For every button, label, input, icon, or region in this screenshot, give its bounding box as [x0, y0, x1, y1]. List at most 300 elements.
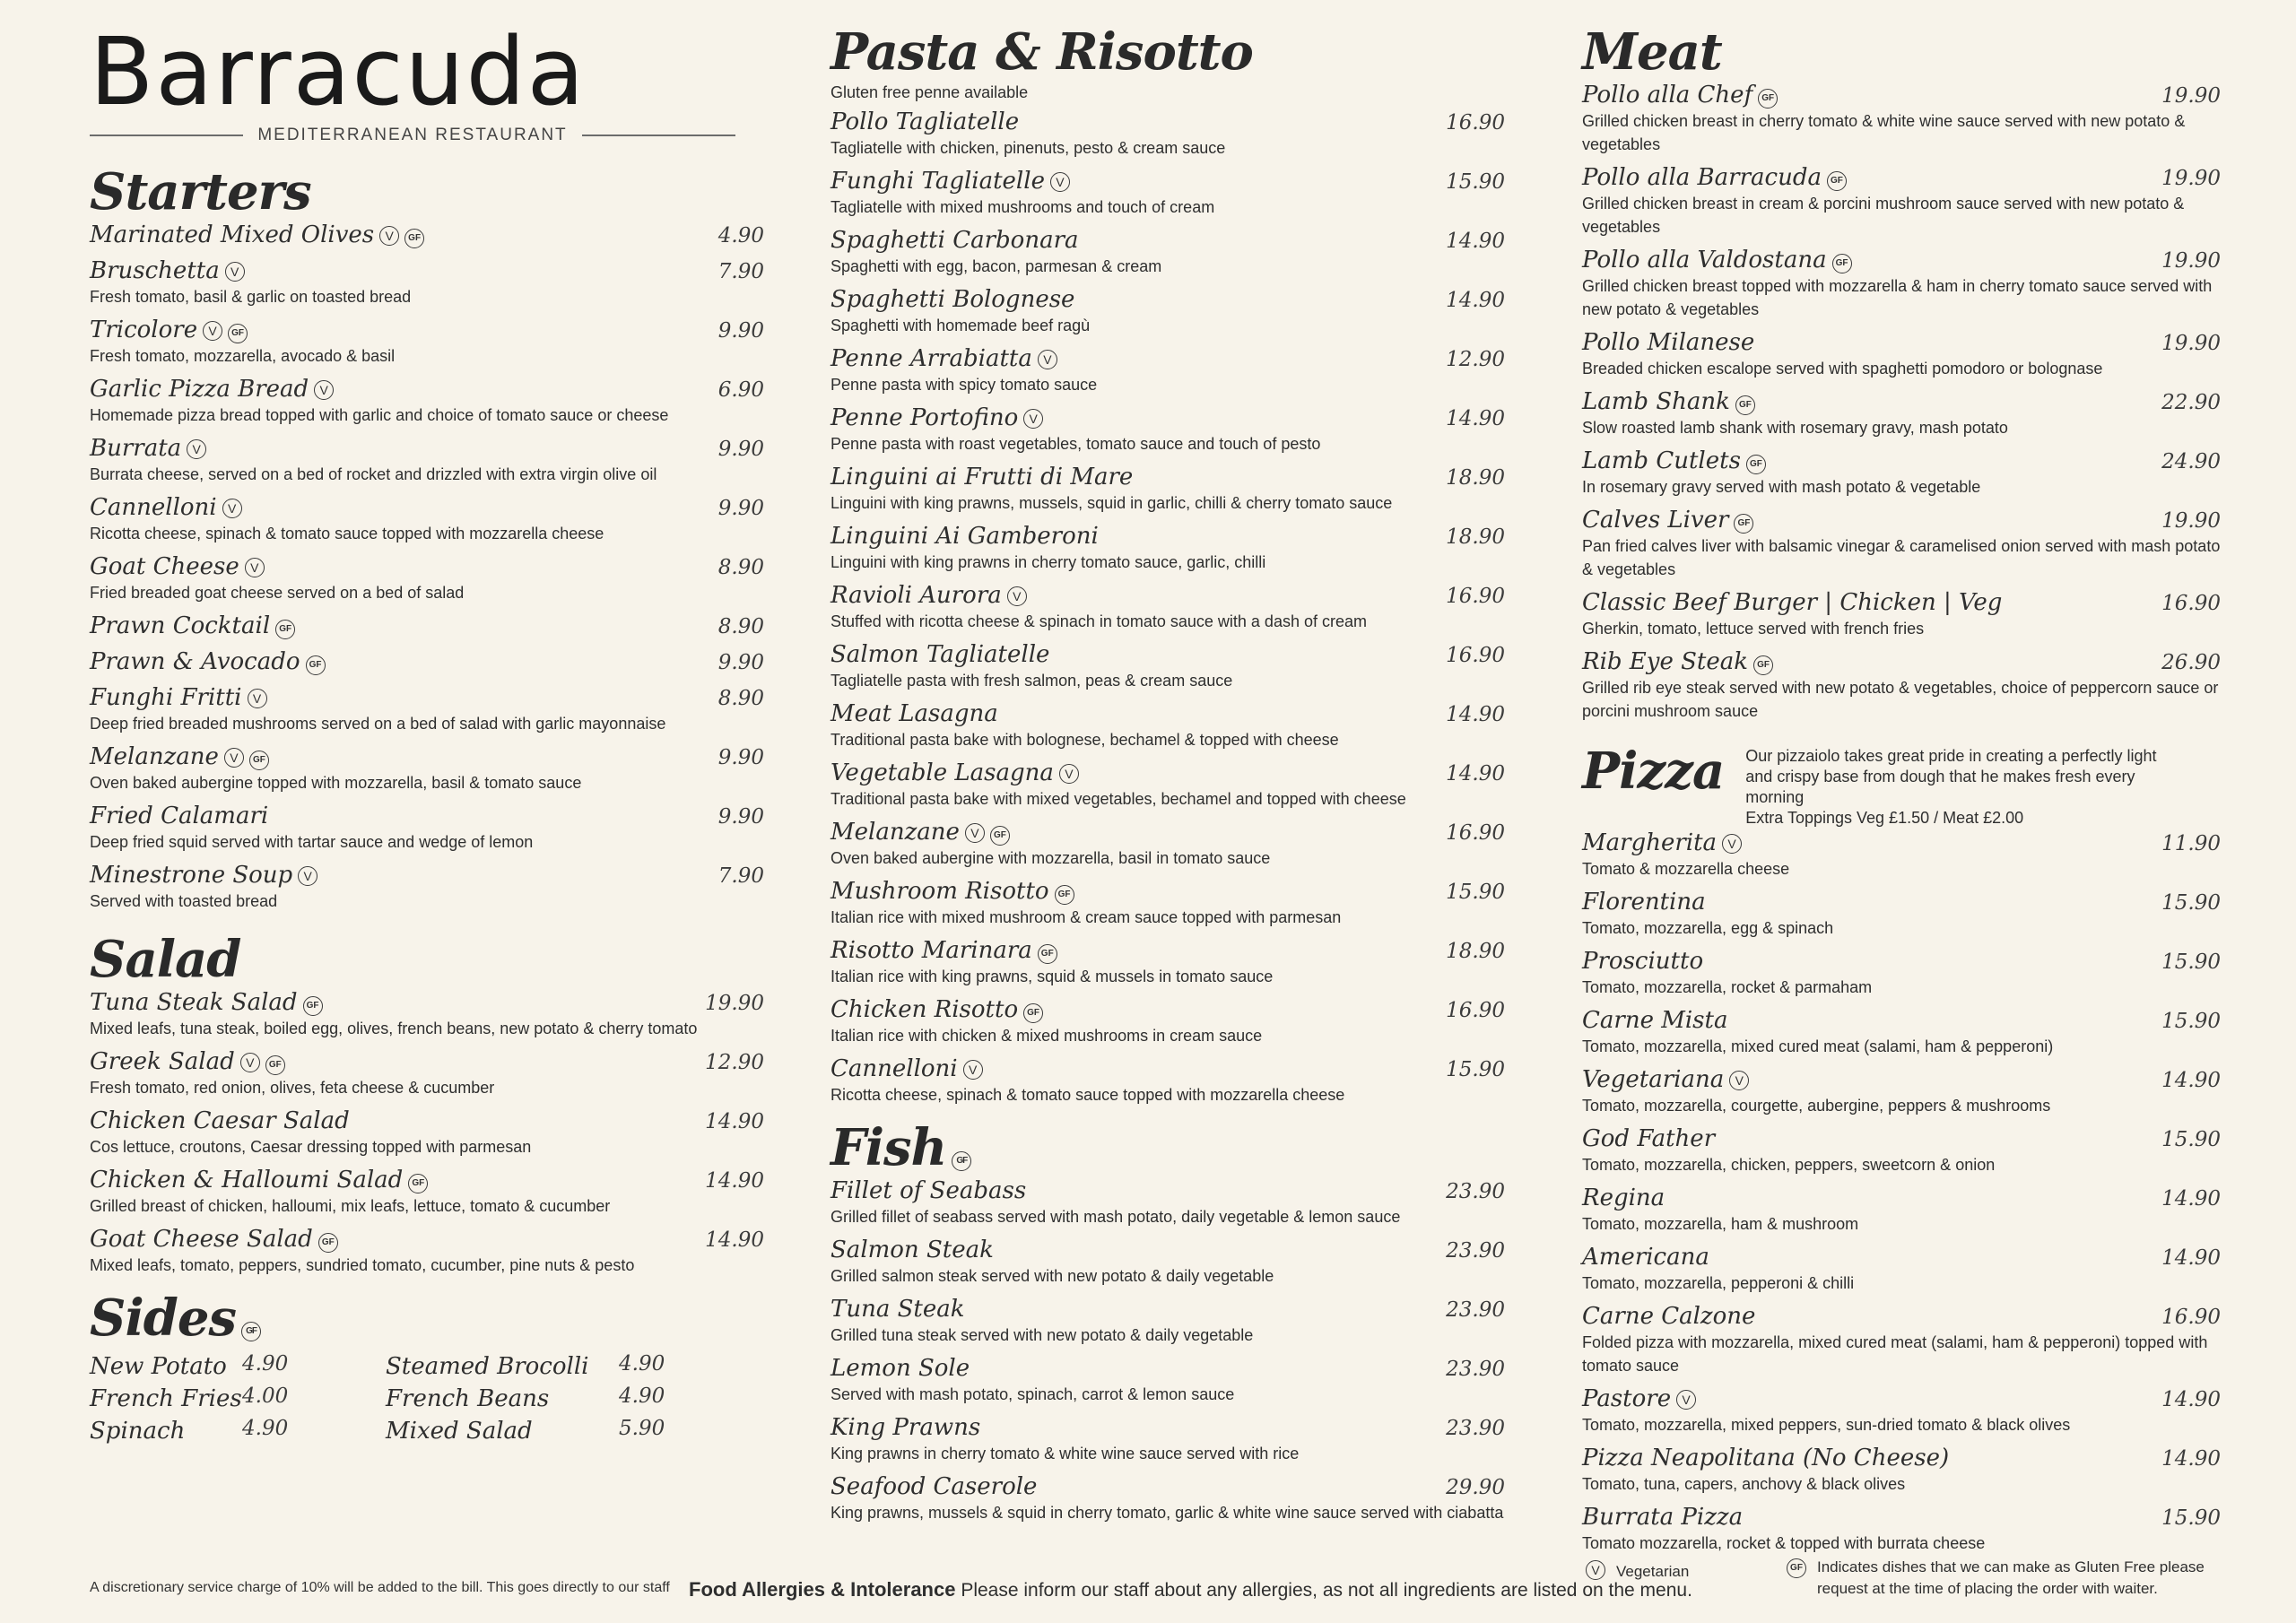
- dish-price: 9.90: [718, 497, 764, 520]
- dish-name-text: Pollo Milanese: [1582, 329, 1755, 356]
- menu-list: [1582, 81, 2221, 723]
- dish-description: King prawns in cherry tomato & white wine sauce served with rice: [831, 1445, 1300, 1462]
- dish-price: 15.90: [1446, 881, 1505, 904]
- menu-item: [90, 434, 764, 486]
- side-price: 4.00: [242, 1384, 289, 1408]
- vegetarian-icon: V: [222, 499, 242, 518]
- menu-item: [1582, 647, 2221, 723]
- side-name: French Beans: [386, 1385, 550, 1412]
- dish-price: 15.90: [2161, 1010, 2221, 1033]
- menu-item: [831, 818, 1505, 870]
- gluten-free-icon: GF: [265, 1055, 285, 1075]
- menu-item: [1582, 1124, 2221, 1176]
- dish-name: [831, 877, 1074, 906]
- section-title: Salad: [90, 930, 241, 989]
- dish-description: Stuffed with ricotta cheese & spinach in tomato sauce with a dash of cream: [831, 612, 1367, 630]
- menu-item: [1582, 888, 2221, 940]
- dish-description: Tomato, tuna, capers, anchovy & black olives: [1582, 1475, 1906, 1493]
- divider: [90, 135, 243, 136]
- dish-name-text: Classic Beef Burger | Chicken | Veg: [1582, 589, 2003, 616]
- dish-name-text: Penne Portofino: [831, 404, 1019, 431]
- menu-item: [831, 226, 1505, 278]
- dish-name-text: Marinated Mixed Olives: [90, 221, 375, 248]
- dish-name-text: Florentina: [1582, 889, 1706, 916]
- dish-description: Grilled rib eye steak served with new potato & vegetables, choice of peppercorn sauce or porcini mushroom sauce: [1582, 679, 2219, 720]
- menu-item-row: [90, 256, 764, 285]
- vegetarian-icon: V: [298, 866, 317, 886]
- menu-item: [831, 699, 1505, 751]
- dish-name-text: Fillet of Seabass: [831, 1177, 1027, 1204]
- menu-list: [90, 221, 764, 913]
- dish-name: [1582, 506, 1753, 534]
- dish-name-text: Prawn & Avocado: [90, 648, 300, 675]
- dish-description: Fresh tomato, red onion, olives, feta cheese & cucumber: [90, 1079, 495, 1097]
- pizza-header: [1582, 742, 2221, 829]
- menu-item-row: [90, 1225, 764, 1254]
- dish-price: 14.90: [1446, 289, 1505, 312]
- legend-gluten-free: [1787, 1557, 2253, 1600]
- dish-name: [831, 818, 1010, 846]
- dish-price: 14.90: [2161, 1388, 2221, 1411]
- dish-name: [831, 522, 1099, 551]
- dish-name: [831, 108, 1019, 136]
- menu-item-row: [90, 221, 764, 249]
- dish-name: [1582, 447, 1766, 475]
- side-name: Spinach: [90, 1418, 186, 1445]
- section-sides: [90, 1289, 764, 1445]
- dish-price: 8.90: [718, 687, 764, 710]
- menu-item-row: [831, 818, 1505, 846]
- side-name: Mixed Salad: [386, 1418, 533, 1445]
- dish-name: [831, 1236, 994, 1264]
- menu-item: [831, 167, 1505, 219]
- vegetarian-icon: V: [963, 1060, 983, 1080]
- section-pizza: [1582, 742, 2221, 1555]
- gluten-free-icon: GF: [275, 620, 295, 639]
- dish-name: [1582, 829, 1742, 857]
- dish-price: 16.90: [1446, 585, 1505, 608]
- dish-name: [90, 802, 268, 830]
- dish-price: 14.90: [705, 1110, 764, 1133]
- menu-item: [90, 988, 764, 1040]
- dish-price: 18.90: [1446, 466, 1505, 490]
- section-title: Pasta & Risotto: [831, 22, 1253, 82]
- dish-name-text: Cannelloni: [831, 1055, 958, 1082]
- dish-name: [831, 285, 1074, 314]
- dish-description: Tomato & mozzarella cheese: [1582, 860, 1790, 878]
- dish-description: Folded pizza with mozzarella, mixed cured meat (salami, ham & pepperoni) topped with tomato sauce: [1582, 1333, 2208, 1375]
- menu-item: [90, 1166, 764, 1218]
- menu-item: [90, 493, 764, 545]
- dish-name-text: God Father: [1582, 1125, 1716, 1152]
- dish-name-text: Calves Liver: [1582, 507, 1729, 534]
- menu-item-row: [90, 802, 764, 830]
- dish-description: In rosemary gravy served with mash potato & vegetable: [1582, 478, 1981, 496]
- dish-name-text: Tricolore: [90, 317, 198, 343]
- dish-price: 16.90: [2161, 1306, 2221, 1329]
- menu-item: [90, 742, 764, 794]
- menu-list: [831, 1176, 1505, 1524]
- menu-item-row: [831, 1472, 1505, 1501]
- menu-item-row: [831, 759, 1505, 787]
- dish-description: Italian rice with mixed mushroom & cream sauce topped with parmesan: [831, 908, 1342, 926]
- dish-description: Traditional pasta bake with mixed vegetables, bechamel and topped with cheese: [831, 790, 1406, 808]
- dish-description: Tomato, mozzarella, rocket & parmaham: [1582, 978, 1873, 996]
- section-title: Meat: [1582, 22, 1722, 82]
- dish-description: Pan fried calves liver with balsamic vinegar & caramelised onion served with mash potato & vegetables: [1582, 537, 2221, 578]
- menu-item: [1582, 1384, 2221, 1436]
- dish-price: 14.90: [705, 1169, 764, 1193]
- dish-name-text: Chicken & Halloumi Salad: [90, 1167, 404, 1193]
- dish-description: Grilled tuna steak served with new potato & daily vegetable: [831, 1326, 1254, 1344]
- gluten-free-icon: GF: [1758, 89, 1778, 108]
- menu-item-row: [831, 522, 1505, 551]
- dish-price: 14.90: [2161, 1187, 2221, 1211]
- menu-item: [90, 552, 764, 604]
- dish-description: Penne pasta with roast vegetables, tomato sauce and touch of pesto: [831, 435, 1321, 453]
- dish-name-text: Linguini ai Frutti di Mare: [831, 464, 1134, 490]
- dish-name-text: Lamb Cutlets: [1582, 447, 1741, 474]
- gluten-free-icon: GF: [306, 655, 326, 675]
- dish-name-text: Carne Calzone: [1582, 1303, 1756, 1330]
- menu-item: [1582, 328, 2221, 380]
- menu-list: [90, 988, 764, 1277]
- menu-item-row: [90, 861, 764, 890]
- vegetarian-icon: V: [1729, 1071, 1749, 1090]
- menu-item-row: [1582, 328, 2221, 357]
- menu-item-row: [1582, 1503, 2221, 1532]
- dish-description: Tagliatelle with chicken, pinenuts, pesto & cream sauce: [831, 139, 1226, 157]
- gluten-free-icon: GF: [1753, 655, 1773, 675]
- menu-list: [1582, 829, 2221, 1555]
- dish-name: [831, 699, 998, 728]
- vegetarian-icon: V: [1059, 764, 1079, 784]
- dish-name: [1582, 588, 2002, 617]
- section-title-row: [831, 1119, 1505, 1176]
- dish-description: Tomato, mozzarella, egg & spinach: [1582, 919, 1834, 937]
- dish-price: 7.90: [718, 260, 764, 283]
- dish-name-text: Funghi Tagliatelle: [831, 168, 1045, 195]
- menu-item-row: [1582, 947, 2221, 976]
- gluten-free-icon: GF: [1827, 171, 1847, 191]
- dish-price: 9.90: [718, 651, 764, 674]
- dish-price: 19.90: [2161, 332, 2221, 355]
- dish-price: 19.90: [705, 992, 764, 1015]
- dish-name: [831, 344, 1057, 373]
- menu-item-row: [1582, 163, 2221, 192]
- logo-tagline-row: [90, 126, 735, 145]
- dish-name-text: Burrata: [90, 435, 182, 462]
- dish-name: [1582, 328, 1754, 357]
- vegetarian-icon: V: [1038, 350, 1057, 369]
- logo: [90, 0, 764, 145]
- dish-name-text: Seafood Caserole: [831, 1473, 1038, 1500]
- menu-item: [90, 375, 764, 427]
- menu-item: [90, 1225, 764, 1277]
- dish-description: Deep fried breaded mushrooms served on a bed of salad with garlic mayonnaise: [90, 715, 666, 733]
- dish-price: 4.90: [718, 224, 764, 247]
- logo-wordmark: Barracuda: [90, 17, 587, 126]
- pizza-note-block: [1745, 746, 2176, 829]
- menu-item: [90, 1047, 764, 1099]
- dish-name: [831, 1176, 1026, 1205]
- vegetarian-icon: V: [1007, 586, 1027, 606]
- dish-description: Served with toasted bread: [90, 892, 278, 910]
- menu-item-row: [831, 344, 1505, 373]
- dish-name: [831, 1472, 1037, 1501]
- dish-price: 19.90: [2161, 509, 2221, 533]
- menu-item-row: [831, 285, 1505, 314]
- menu-item-row: [1582, 1184, 2221, 1212]
- dish-price: 16.90: [1446, 999, 1505, 1022]
- dish-name: [90, 316, 248, 344]
- menu-item: [1582, 81, 2221, 156]
- dish-price: 23.90: [1446, 1180, 1505, 1203]
- vegetarian-icon: V: [379, 226, 399, 246]
- dish-price: 23.90: [1446, 1239, 1505, 1263]
- dish-price: 16.90: [1446, 111, 1505, 135]
- gluten-free-icon: GF: [1055, 885, 1074, 905]
- dish-name: [90, 1047, 285, 1076]
- dish-name-text: Vegetable Lasagna: [831, 759, 1054, 786]
- menu-item-row: [90, 493, 764, 522]
- menu-item-row: [90, 434, 764, 463]
- menu-item: [1582, 506, 2221, 581]
- section-fish: [831, 1119, 1505, 1524]
- dish-price: 15.90: [2161, 950, 2221, 974]
- menu-item: [831, 640, 1505, 692]
- dish-name: [831, 404, 1043, 432]
- menu-item-row: [1582, 1384, 2221, 1413]
- dish-name-text: Minestrone Soup: [90, 862, 293, 889]
- section-title-row: [90, 1289, 764, 1347]
- allergy-title: Food Allergies & Intolerance: [689, 1578, 956, 1601]
- section-title: Sides: [90, 1289, 237, 1348]
- dish-name-text: Pollo alla Valdostana: [1582, 247, 1827, 273]
- dish-name: [90, 861, 317, 890]
- menu-item-row: [90, 1166, 764, 1194]
- menu-item-row: [831, 1354, 1505, 1383]
- menu-item: [831, 404, 1505, 456]
- gluten-free-icon: GF: [303, 996, 323, 1016]
- dish-name-text: Chicken Risotto: [831, 996, 1019, 1023]
- dish-description: Served with mash potato, spinach, carrot & lemon sauce: [831, 1385, 1235, 1403]
- dish-name-text: Pastore: [1582, 1385, 1672, 1412]
- menu-item-row: [1582, 888, 2221, 916]
- menu-item: [90, 316, 764, 368]
- vegetarian-icon: V: [965, 823, 985, 843]
- menu-item-row: [90, 1107, 764, 1135]
- dish-price: 14.90: [2161, 1246, 2221, 1270]
- dish-name-text: Meat Lasagna: [831, 700, 998, 727]
- dish-price: 9.90: [718, 438, 764, 461]
- menu-item: [831, 108, 1505, 160]
- dish-price: 15.90: [1446, 1058, 1505, 1081]
- menu-item-row: [90, 612, 764, 640]
- dish-name: [831, 581, 1027, 610]
- gluten-free-icon: GF: [318, 1233, 338, 1253]
- side-price: 5.90: [619, 1417, 665, 1440]
- dish-description: Fresh tomato, mozzarella, avocado & basil: [90, 347, 396, 365]
- section-title: Fish: [831, 1118, 947, 1177]
- section-meat: [1582, 0, 2221, 723]
- dish-description: Penne pasta with spicy tomato sauce: [831, 376, 1098, 394]
- dish-description: Traditional pasta bake with bolognese, bechamel & topped with cheese: [831, 731, 1339, 749]
- menu-item: [831, 1413, 1505, 1465]
- menu-item: [831, 936, 1505, 988]
- dish-price: 19.90: [2161, 84, 2221, 108]
- dish-name-text: Rib Eye Steak: [1582, 648, 1749, 675]
- dish-name-text: Spaghetti Bolognese: [831, 286, 1075, 313]
- dish-price: 9.90: [718, 746, 764, 769]
- menu-item-row: [831, 1413, 1505, 1442]
- menu-item-row: [1582, 1006, 2221, 1035]
- dish-price: 9.90: [718, 805, 764, 829]
- dish-description: Breaded chicken escalope served with spaghetti pomodoro or bolognase: [1582, 360, 2103, 378]
- menu-item-row: [90, 552, 764, 581]
- menu-item-row: [831, 1236, 1505, 1264]
- menu-item-row: [831, 167, 1505, 195]
- menu-item-row: [1582, 1444, 2221, 1472]
- gluten-free-icon: GF: [228, 324, 248, 343]
- dish-name: [90, 1225, 338, 1254]
- menu-item-row: [1582, 647, 2221, 676]
- menu-item: [90, 1107, 764, 1159]
- dish-name: [1582, 1243, 1709, 1271]
- dish-description: Tomato, mozzarella, mixed peppers, sun-dried tomato & black olives: [1582, 1416, 2071, 1434]
- dish-description: Grilled salmon steak served with new potato & daily vegetable: [831, 1267, 1274, 1285]
- dish-description: King prawns, mussels & squid in cherry tomato, garlic & white wine sauce served with ciabatta: [831, 1504, 1504, 1522]
- side-name: Steamed Brocolli: [386, 1353, 589, 1380]
- dish-name: [90, 683, 267, 712]
- menu-item: [831, 1472, 1505, 1524]
- menu-item-row: [90, 647, 764, 676]
- dish-name-text: Tuna Steak: [831, 1296, 965, 1323]
- dish-name-text: Cannelloni: [90, 494, 217, 521]
- menu-item-row: [831, 877, 1505, 906]
- dish-description: Tomato, mozzarella, mixed cured meat (salami, ham & pepperoni): [1582, 1037, 2054, 1055]
- dish-name: [1582, 947, 1703, 976]
- menu-item-row: [831, 1176, 1505, 1205]
- dish-name-text: Bruschetta: [90, 257, 220, 284]
- dish-price: 18.90: [1446, 940, 1505, 963]
- menu-item-row: [1582, 387, 2221, 416]
- legend-vegetarian: [1586, 1560, 1689, 1581]
- side-name: New Potato: [90, 1353, 227, 1380]
- vegetarian-icon: V: [1722, 834, 1742, 854]
- gluten-free-icon: GF: [1735, 395, 1755, 415]
- gluten-free-icon: GF: [1038, 944, 1057, 964]
- dish-name: [1582, 81, 1778, 109]
- menu-item-row: [831, 699, 1505, 728]
- dish-price: 14.90: [1446, 703, 1505, 726]
- menu-item: [831, 1055, 1505, 1107]
- dish-description: Grilled chicken breast topped with mozzarella & ham in cherry tomato sauce served with new potato & vegetables: [1582, 277, 2213, 318]
- dish-name: [1582, 1065, 1749, 1094]
- menu-item: [90, 802, 764, 854]
- menu-item-row: [831, 936, 1505, 965]
- menu-item: [831, 1236, 1505, 1288]
- dish-name-text: Fried Calamari: [90, 803, 269, 829]
- dish-price: 15.90: [1446, 170, 1505, 194]
- dish-name-text: Mushroom Risotto: [831, 878, 1049, 905]
- dish-description: Oven baked aubergine with mozzarella, basil in tomato sauce: [831, 849, 1271, 867]
- dish-name-text: Chicken Caesar Salad: [90, 1107, 350, 1134]
- menu-item: [1582, 246, 2221, 321]
- side-price: 4.90: [242, 1352, 289, 1376]
- section-starters: [90, 163, 764, 913]
- menu-item-row: [90, 742, 764, 771]
- dish-description: Grilled breast of chicken, halloumi, mix leafs, lettuce, tomato & cucumber: [90, 1197, 611, 1215]
- dish-name-text: Prawn Cocktail: [90, 612, 271, 639]
- dish-description: Tagliatelle pasta with fresh salmon, peas & cream sauce: [831, 672, 1233, 690]
- vegetarian-icon: V: [1023, 409, 1043, 429]
- dish-price: 14.90: [1446, 762, 1505, 785]
- dish-price: 16.90: [1446, 821, 1505, 845]
- dish-price: 15.90: [2161, 1506, 2221, 1530]
- menu-item: [90, 221, 764, 249]
- dish-description: Tomato, mozzarella, ham & mushroom: [1582, 1215, 1859, 1233]
- gluten-free-icon: GF: [408, 1174, 428, 1193]
- vegetarian-icon: V: [224, 748, 244, 768]
- logo-tagline: MEDITERRANEAN RESTAURANT: [257, 126, 568, 144]
- dish-price: 24.90: [2161, 450, 2221, 473]
- dish-name: [90, 742, 269, 771]
- menu-item: [831, 1354, 1505, 1406]
- dish-name: [1582, 1184, 1665, 1212]
- menu-item: [831, 463, 1505, 515]
- dish-name-text: Greek Salad: [90, 1048, 235, 1075]
- dish-name: [1582, 163, 1847, 192]
- dish-name: [90, 1166, 428, 1194]
- dish-price: 22.90: [2161, 391, 2221, 414]
- dish-description: Fresh tomato, basil & garlic on toasted bread: [90, 288, 412, 306]
- dish-description: Tomato, mozzarella, chicken, peppers, sweetcorn & onion: [1582, 1156, 1996, 1174]
- dish-description: Burrata cheese, served on a bed of rocket and drizzled with extra virgin olive oil: [90, 465, 657, 483]
- dish-name: [90, 493, 242, 522]
- dish-name-text: Vegetariana: [1582, 1066, 1725, 1093]
- menu-item: [90, 612, 764, 640]
- menu-item-row: [1582, 1065, 2221, 1094]
- dish-name: [90, 375, 334, 404]
- legend-vegetarian-label: Vegetarian: [1616, 1563, 1690, 1580]
- dish-price: 26.90: [2161, 651, 2221, 674]
- dish-name-text: Regina: [1582, 1185, 1665, 1211]
- menu-item: [1582, 1503, 2221, 1555]
- vegetarian-icon: V: [248, 689, 267, 708]
- divider: [582, 135, 735, 136]
- pizza-toppings: Extra Toppings Veg £1.50 / Meat £2.00: [1745, 809, 2024, 827]
- dish-name-text: Funghi Fritti: [90, 684, 242, 711]
- menu-item: [1582, 1006, 2221, 1058]
- allergy-note: [689, 1578, 1692, 1601]
- menu-item-row: [90, 683, 764, 712]
- dish-price: 15.90: [2161, 1128, 2221, 1151]
- dish-name: [90, 1107, 350, 1135]
- vegetarian-icon: V: [225, 262, 245, 282]
- dish-name: [1582, 647, 1773, 676]
- menu-item-row: [831, 1295, 1505, 1324]
- menu-item-row: [1582, 81, 2221, 109]
- dish-name: [831, 1354, 970, 1383]
- section-note: Gluten free penne available: [831, 83, 1029, 101]
- dish-description: Fried breaded goat cheese served on a bed of salad: [90, 584, 465, 602]
- dish-name: [90, 256, 245, 285]
- menu-item-row: [1582, 1124, 2221, 1153]
- menu-item: [831, 1176, 1505, 1228]
- dish-price: 16.90: [2161, 592, 2221, 615]
- dish-description: Ricotta cheese, spinach & tomato sauce topped with mozzarella cheese: [831, 1086, 1345, 1104]
